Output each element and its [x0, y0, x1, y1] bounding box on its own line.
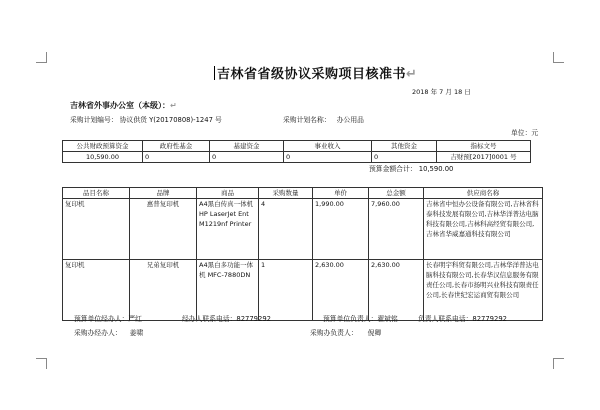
procurement-head-value: 倪卿 — [367, 329, 382, 337]
item-price: 1,990.00 — [313, 199, 369, 260]
plan-name-label: 采购计划名称： — [283, 116, 331, 124]
funds-header-cell: 事业收入 — [284, 141, 372, 152]
item-qty: 1 — [259, 260, 313, 321]
item-category: 复印机 — [63, 199, 130, 260]
handler-phone-value: 82779292 — [236, 315, 271, 323]
funds-header-cell: 基建资金 — [210, 141, 284, 152]
funds-table — [62, 140, 531, 163]
table-row — [63, 199, 543, 260]
funds-value-cell: 10,590.00 — [63, 152, 143, 163]
document-date: 2018 年 7 月 18 日 — [412, 88, 471, 96]
plan-number — [70, 117, 222, 124]
procurement-handler-label: 采购办经办人： — [74, 329, 122, 337]
plan-name-value: 办公用品 — [336, 116, 364, 124]
procurement-head — [310, 330, 381, 337]
budget-head-value: 翟斌铭 — [377, 315, 398, 323]
items-header-cell: 品目名称 — [63, 188, 130, 199]
head-phone-label: 负责人联系电话： — [418, 315, 473, 323]
budget-handler — [74, 316, 142, 323]
procurement-handler — [74, 330, 143, 337]
item-brand: 兄弟复印机 — [130, 260, 197, 321]
funds-header-cell: 政府性基金 — [143, 141, 210, 152]
items-header-cell: 品牌 — [130, 188, 197, 199]
item-product: A4黑白传真一体机 HP LaserJet Ent M1219nf Printer — [197, 199, 259, 260]
item-product: A4黑白多功能一体机 MFC-7880DN — [197, 260, 259, 321]
item-total: 7,960.00 — [369, 199, 424, 260]
funds-header-cell: 其他资金 — [372, 141, 437, 152]
budget-total-value: 10,590.00 — [418, 165, 454, 173]
funds-value-cell: 0 — [372, 152, 437, 163]
funds-value-cell: 0 — [284, 152, 372, 163]
head-phone-value: 82779292 — [472, 315, 507, 323]
funds-value-cell: 吉财预[2017]0001 号 — [437, 152, 531, 163]
items-header-cell: 采购数量 — [259, 188, 313, 199]
items-header-cell: 供应商名称 — [424, 188, 543, 199]
funds-value-row — [63, 152, 531, 163]
item-price: 2,630.00 — [313, 260, 369, 321]
title-text: 吉林省省级协议采购项目核准书 — [217, 67, 407, 82]
budget-handler-value: 严红 — [128, 315, 142, 323]
budget-handler-label: 预算单位经办人： — [74, 315, 129, 323]
crop-mark — [553, 358, 564, 369]
funds-value-cell: 0 — [143, 152, 210, 163]
item-supplier: 吉林省中恒办公设备有限公司,吉林省科泰科技发展有限公司,吉林华洋普达电脑科技有限公司,吉林科高经贸有限公司,吉林省华威嘉通科技有限公司 — [424, 199, 543, 260]
table-row — [63, 260, 543, 321]
item-category: 复印机 — [63, 260, 130, 321]
item-brand: 惠普复印机 — [130, 199, 197, 260]
crop-mark — [36, 52, 47, 63]
unit-label: 单位：元 — [511, 129, 539, 137]
items-header-cell: 商品 — [197, 188, 259, 199]
items-header-cell: 单价 — [313, 188, 369, 199]
document-title: 吉林省省级协议采购项目核准书↵ — [214, 66, 417, 81]
funds-header-row — [63, 141, 531, 152]
plan-number-value: 协议供货 Y(20170808)-1247 号 — [119, 116, 222, 124]
handler-phone — [182, 316, 271, 323]
crop-mark — [36, 358, 47, 369]
funds-value-cell: 0 — [210, 152, 284, 163]
procurement-head-label: 采购办负责人： — [310, 329, 358, 337]
plan-number-label: 采购计划编号： — [70, 116, 118, 124]
items-header-row — [63, 188, 543, 199]
plan-name — [283, 117, 364, 124]
crop-mark — [553, 52, 564, 63]
budget-total-label: 预算金额合计： — [369, 165, 417, 173]
items-table — [62, 187, 543, 321]
budget-head-label: 预算单位负责人： — [323, 315, 378, 323]
item-supplier: 长春明宇科贸有限公司,吉林华洋普达电脑科技有限公司,长春华汉信息服务有限责任公司,长春市扬明兴业科技有限责任公司,长春世纪宏运商贸有限公司 — [424, 260, 543, 321]
funds-header-cell: 指标文号 — [437, 141, 531, 152]
budget-head — [323, 316, 398, 323]
head-phone — [418, 316, 507, 323]
item-qty: 4 — [259, 199, 313, 260]
item-total: 2,630.00 — [369, 260, 424, 321]
text-cursor — [214, 66, 215, 80]
recipient-org: 吉林省外事办公室（本级）：↵ — [70, 101, 177, 110]
procurement-handler-value: 姜啸 — [129, 329, 144, 337]
budget-total — [369, 166, 453, 173]
recipient-org-text: 吉林省外事办公室（本级）： — [70, 101, 170, 110]
items-header-cell: 总金额 — [369, 188, 424, 199]
funds-header-cell: 公共财政预算资金 — [63, 141, 143, 152]
handler-phone-label: 经办人联系电话： — [182, 315, 237, 323]
